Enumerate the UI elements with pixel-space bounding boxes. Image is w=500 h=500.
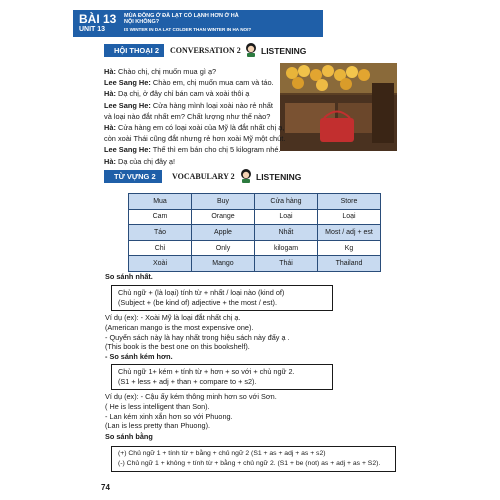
unit-number: BÀI 13 (79, 12, 117, 26)
table-cell: Thái (255, 256, 318, 272)
superlative-examples (105, 313, 425, 362)
vocabulary-listening-label: LISTENING (256, 172, 302, 182)
table-row (129, 194, 381, 210)
vocabulary-heading-english: VOCABULARY 2 (172, 172, 235, 181)
table-cell: Cửa hàng (255, 194, 318, 210)
table-cell: Cam (129, 209, 192, 225)
equal-formula-box (111, 446, 396, 472)
table-row (129, 240, 381, 256)
table-cell: Chỉ (129, 240, 192, 256)
vocabulary-table (128, 193, 381, 272)
dialog-line: Hà: Cửa hàng em có loại xoài của Mỹ là đắt nhất chị ạ, (104, 123, 285, 133)
headphones-girl-icon (239, 168, 253, 183)
vocabulary-heading: TỪ VỰNG 2 (104, 170, 162, 183)
comparative-examples (105, 392, 425, 431)
conversation-listening-label: LISTENING (261, 46, 307, 56)
table-cell: Mango (192, 256, 255, 272)
unit-title-vietnamese: MÙA ĐÔNG Ở ĐÀ LẠT CÓ LẠNH HƠN Ở HÀ NỘI KHÔNG? (124, 13, 239, 25)
table-cell: Orange (192, 209, 255, 225)
example-line: - Lan kém xinh xắn hơn so với Phuong. (105, 411, 233, 421)
table-cell: Most / adj + est (318, 225, 381, 241)
conversation-dialog (104, 66, 286, 167)
example-line: (This book is the best one on this bookshelf). (105, 342, 250, 352)
comparative-heading: - So sánh kém hơn. (105, 352, 173, 362)
example-line: Ví dụ (ex): - Cậu ấy kém thông minh hơn so với Sơn. (105, 392, 277, 401)
table-cell: Apple (192, 225, 255, 241)
example-line: Ví dụ (ex): - Xoài Mỹ là loại đắt nhất chị ạ. (105, 313, 241, 322)
dialog-line: còn xoài Thái cũng đắt nhưng rẻ hơn xoài Mỹ một chút. (104, 134, 286, 144)
table-cell: Táo (129, 225, 192, 241)
unit-english-number: UNIT 13 (79, 26, 106, 33)
table-cell: Nhất (255, 225, 318, 241)
table-cell: kilogam (255, 240, 318, 256)
formula-line: Chủ ngữ 1+ kém + tính từ + hơn + so với + chủ ngữ 2. (118, 367, 295, 376)
example-line: (American mango is the most expensive one). (105, 322, 254, 332)
superlative-heading: So sánh nhất. (105, 272, 153, 281)
conversation-heading-english: CONVERSATION 2 (170, 46, 241, 55)
dialog-line: Hà: Chào chị, chị muốn mua gì ạ? (104, 67, 217, 76)
dialog-line: Hà: Dạ chị, ở đây chỉ bán cam và xoài thôi ạ (104, 89, 250, 99)
formula-line: (S1 + less + adj + than + compare to + s2). (118, 376, 257, 386)
formula-line: (+) Chủ ngữ 1 + tính từ + bằng + chủ ngữ 2 (S1 + as + adj + as + s2) (118, 450, 326, 457)
table-cell: Mua (129, 194, 192, 210)
formula-line: (Subject + (be kind of) adjective + the most / est). (118, 297, 277, 307)
table-row (129, 225, 381, 241)
unit-title-english: IS WINTER IN DA LAT COLDER THAN WINTER IN HA NOI? (124, 27, 252, 32)
formula-line: Chủ ngữ + (là loại) tính từ + nhất / loại nào (kind of) (118, 288, 285, 297)
example-line: ( He is less intelligent than Son). (105, 401, 210, 411)
dialog-line: Lee Sang He: Thế thì em bán cho chị 5 kilogram nhé. (104, 145, 281, 155)
formula-line: (-) Chủ ngữ 1 + không + tính từ + bằng + chủ ngữ 2. (S1 + be (not) as + adj + as + S2). (118, 459, 381, 467)
unit-banner (73, 10, 323, 37)
table-cell: Buy (192, 194, 255, 210)
comparative-formula-box (111, 364, 333, 390)
equal-comparison-heading: So sánh bằng (105, 432, 153, 441)
dialog-line: và loại nào đắt nhất em? Chất lượng như thế nào? (104, 111, 271, 121)
table-cell: Store (318, 194, 381, 210)
dialog-line: Hà: Dạ của chị đây ạ! (104, 156, 176, 166)
dialog-line: Lee Sang He: Chào em, chị muốn mua cam và táo. (104, 78, 274, 88)
table-row (129, 256, 381, 272)
superlative-formula-box (111, 285, 333, 311)
table-cell: Thailand (318, 256, 381, 272)
table-row (129, 209, 381, 225)
table-cell: Xoài (129, 256, 192, 272)
table-cell: Loại (318, 209, 381, 225)
dialog-line: Lee Sang He: Cửa hàng mình loại xoài nào rẻ nhất (104, 100, 273, 110)
conversation-heading: HỘI THOẠI 2 (104, 44, 164, 57)
table-cell: Only (192, 240, 255, 256)
example-line: (Lan is less pretty than Phuong). (105, 421, 211, 431)
example-line: - Quyển sách này là hay nhất trong hiệu sách này đấy ạ . (105, 332, 290, 342)
table-cell: Loại (255, 209, 318, 225)
page-number: 74 (101, 483, 110, 492)
table-cell: Kg (318, 240, 381, 256)
headphones-girl-icon (244, 42, 258, 57)
